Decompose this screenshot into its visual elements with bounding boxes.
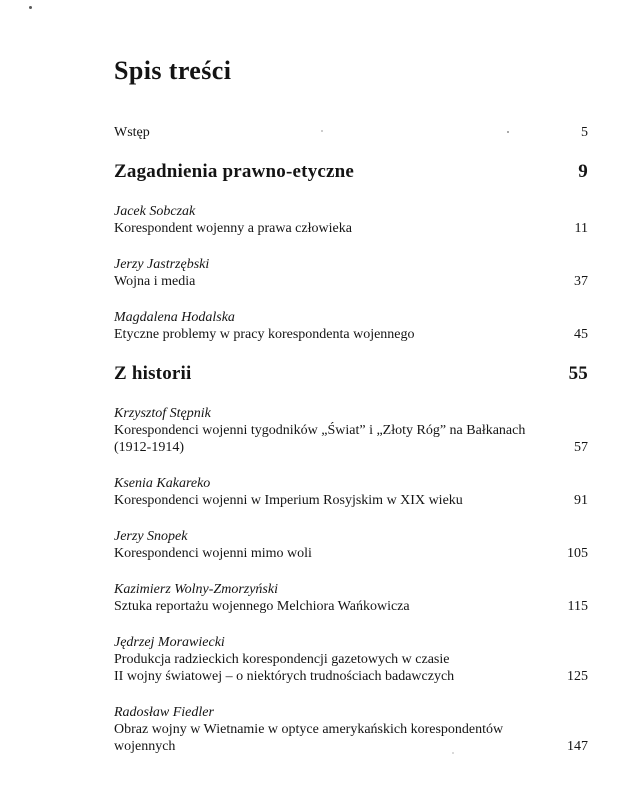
entry-title-line: [114, 439, 588, 456]
section-page-number: 9: [578, 161, 588, 182]
entry-page-number: 11: [574, 221, 588, 236]
entry-title-text: Korespondenci wojenni mimo woli: [114, 546, 312, 561]
entry-page-number: 37: [574, 274, 588, 289]
entry-page-number: 147: [567, 739, 588, 754]
entry-author: Jędrzej Morawiecki: [114, 635, 225, 650]
toc-entry: [114, 528, 588, 562]
scan-speck: [29, 6, 32, 9]
entry-title-text: Sztuka reportażu wojennego Melchiora Wańkowicza: [114, 599, 410, 614]
entry-title-text: Wojna i media: [114, 274, 196, 289]
toc-entry: [114, 475, 588, 509]
frontmatter-label: Wstęp: [114, 125, 150, 140]
section-page-number: 55: [568, 363, 588, 384]
entry-author: Ksenia Kakareko: [114, 476, 211, 491]
toc-entry: [114, 256, 588, 290]
entry-page-number: 105: [567, 546, 588, 561]
entry-page-number: 45: [574, 327, 588, 342]
entry-page-number: 125: [567, 669, 588, 684]
entry-title-text: Etyczne problemy w pracy korespondenta wojennego: [114, 327, 415, 342]
entry-author: Radosław Fiedler: [114, 705, 214, 720]
toc-sections: [114, 160, 588, 755]
entry-title-line: [114, 492, 588, 509]
entry-title-line: [114, 220, 588, 237]
entry-title-line: [114, 598, 588, 615]
entry-title-line: [114, 738, 588, 755]
entry-author: Krzysztof Stępnik: [114, 406, 211, 421]
section-heading: [114, 160, 588, 184]
frontmatter-page-number: 5: [581, 125, 588, 140]
entry-author: Jerzy Jastrzębski: [114, 257, 210, 272]
entry-author: Jerzy Snopek: [114, 529, 188, 544]
toc-entry: [114, 704, 588, 755]
entry-title-text: (1912-1914): [114, 440, 184, 455]
toc-entry: [114, 634, 588, 685]
entry-title-text: Korespondenci wojenni w Imperium Rosyjskim w XIX wieku: [114, 493, 463, 508]
entry-title-line: Obraz wojny w Wietnamie w optyce amerykańskich korespondentów: [114, 722, 504, 737]
page-title: Spis treści: [114, 56, 232, 85]
toc-content: [114, 0, 588, 755]
toc-entry: [114, 581, 588, 615]
entry-title-line: [114, 273, 588, 290]
entry-author: Magdalena Hodalska: [114, 310, 235, 325]
entry-title-line: Produkcja radzieckich korespondencji gazetowych w czasie: [114, 652, 450, 667]
entry-page-number: 57: [574, 440, 588, 455]
entry-title-text: wojennych: [114, 739, 176, 754]
entry-author: Jacek Sobczak: [114, 204, 196, 219]
entry-title-line: Korespondenci wojenni tygodników „Świat” i „Złoty Róg” na Bałkanach: [114, 423, 526, 438]
section-heading-label: Z historii: [114, 363, 192, 384]
entry-title-line: [114, 326, 588, 343]
entry-page-number: 91: [574, 493, 588, 508]
toc-entry: [114, 405, 588, 456]
entry-page-number: 115: [567, 599, 588, 614]
section-heading: [114, 362, 588, 386]
entry-title-text: Korespondent wojenny a prawa człowieka: [114, 221, 352, 236]
entry-author: Kazimierz Wolny-Zmorzyński: [114, 582, 278, 597]
entry-title-text: II wojny światowej – o niektórych trudnościach badawczych: [114, 669, 455, 684]
toc-row-frontmatter: [114, 124, 588, 141]
section-heading-label: Zagadnienia prawno-etyczne: [114, 161, 355, 182]
entry-title-line: [114, 545, 588, 562]
toc-entry: [114, 203, 588, 237]
entry-title-line: [114, 668, 588, 685]
toc-entry: [114, 309, 588, 343]
